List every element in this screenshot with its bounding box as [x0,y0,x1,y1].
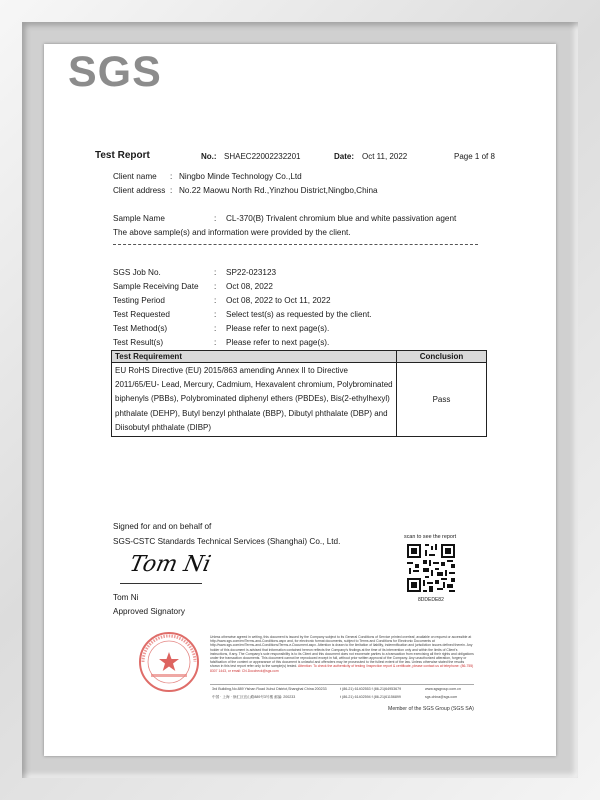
telephone-chinese: t (86-21) 61402594 f (86-21)61156899 [340,695,401,699]
test-requirement-table [111,350,487,437]
signatory-title: Approved Signatory [113,607,185,616]
colon: : [214,268,217,277]
website-link[interactable]: www.sgsgroup.com.cn [425,687,461,691]
job-value: Please refer to next page(s). [226,338,330,347]
client-name-label: Client name [113,172,157,181]
page-number: Page 1 of 8 [454,152,495,161]
table-row [112,363,487,437]
sample-name-value: CL-370(B) Trivalent chromium blue and white passivation agent [226,214,457,223]
footer-divider [210,684,474,685]
colon: : [214,324,217,333]
fine-print-text: Unless otherwise agreed in writing, this document is issued by the Company subject to its General Conditions of Service printed overleaf, available on request or accessible at http://www.sgs.com/en/Terms-and-Conditions.aspx and, for electronic format documents, subject to Terms and Conditions for Electronic Documents at http://www.sgs.com/en/Terms-and-Conditions/Terms-e-Document.aspx. Attention is drawn to the limitation of liability, indemnification and jurisdiction issues defined therein. Any holder of this document is advised that information contained hereon reflects the Company's findings at the time of its intervention only and within the limits of Client's instructions, if any. The Company's sole responsibility is to its Client and this document does not exonerate parties to a transaction from exercising all their rights and obligations under the transaction documents. This document cannot be reproduced except in full, without prior written approval of the Company. Any unauthorized alteration, forgery or falsification of the content or appearance of this document is unlawful and offenders may be prosecuted to the fullest extent of the law. Unless otherwise stated the results shown in this test report refer only to the sample(s) tested. [210,635,474,669]
handwritten-signature: Tom Ni [127,552,214,577]
sgs-logo: SGS [68,48,162,96]
requirement-line: 2011/65/EU- Lead, Mercury, Cadmium, Hexavalent chromium, Polybrominated [115,380,393,390]
report-date-label: Date: [334,152,355,161]
signatory-name: Tom Ni [113,593,139,602]
job-label: Sample Receiving Date [113,282,199,291]
requirement-line: Diisobutyl phthalate (DIBP) [115,422,212,432]
colon: : [170,186,173,195]
qr-caption: scan to see the report [404,534,457,540]
colon: : [214,338,217,347]
col-test-requirement: Test Requirement [112,351,397,363]
job-label: Test Method(s) [113,324,168,333]
requirement-cell [112,363,397,437]
requirement-line: EU RoHS Directive (EU) 2015/863 amending Annex II to Directive [115,366,348,375]
job-label: Test Result(s) [113,338,164,347]
report-date-value: Oct 11, 2022 [362,152,408,161]
client-address-label: Client address [113,186,166,195]
job-label: Test Requested [113,310,170,319]
report-title: Test Report [95,150,150,161]
authenticity-notice: Attention: To check the authenticity of testing /inspection report & certificate, please contact us at telephone: (86-755) 8307 1443, or email: CN.Doccheck@sgs.com [210,664,474,673]
colon: : [170,172,173,181]
email-link[interactable]: sgs.china@sgs.com [425,695,458,699]
address-english: 3rd Building,No.889 Yishan Road Xuhui District,Shanghai China 200233 [212,687,327,691]
sample-name-label: Sample Name [113,214,165,223]
report-no-value: SHAEC22002232201 [224,152,301,161]
sample-note: The above sample(s) and information were provided by the client. [113,228,351,237]
colon: : [214,310,217,319]
job-value: Oct 08, 2022 to Oct 11, 2022 [226,296,331,305]
job-value: Select test(s) as requested by the client. [226,310,372,319]
address-chinese: 中国 · 上海 · 徐汇区宜山路889号3号楼 邮编: 200233 [212,695,296,699]
job-value: SP22-023123 [226,268,277,277]
report-no-label: No.: [201,152,217,161]
terms-fine-print [210,635,474,681]
job-value: Please refer to next page(s). [226,324,330,333]
signed-on-behalf: Signed for and on behalf of [113,522,212,531]
client-address-value: No.22 Maowu North Rd.,Yinzhou District,Ningbo,China [179,186,378,195]
signature-line [120,583,202,584]
colon: : [214,214,217,223]
col-conclusion: Conclusion [397,351,487,363]
sgs-company-name: SGS-CSTC Standards Technical Services (Shanghai) Co., Ltd. [113,537,341,546]
client-name-value: Ningbo Minde Technology Co.,Ltd [179,172,302,181]
requirement-line: biphenyls (PBBs), Polybrominated diphenyl ethers (PBDEs), Bis(2-ethylhexyl) [115,394,390,404]
job-label: Testing Period [113,296,165,305]
table-header-row [112,351,487,363]
qr-code-text: 8DDEDE82 [418,597,444,603]
job-value: Oct 08, 2022 [226,282,273,291]
company-seal-stamp [137,630,201,694]
qr-code-icon[interactable] [405,542,457,594]
colon: : [214,296,217,305]
conclusion-cell: Pass [397,363,487,437]
colon: : [214,282,217,291]
job-label: SGS Job No. [113,268,161,277]
requirement-line: phthalate (DEHP), Butyl benzyl phthalate (BBP), Dibutyl phthalate (DBP) and [115,408,388,418]
sgs-group-member: Member of the SGS Group (SGS SA) [388,706,474,712]
dashed-divider [113,244,478,245]
telephone-english: t (86-21) 61402553 f (86-21)64953679 [340,687,402,691]
